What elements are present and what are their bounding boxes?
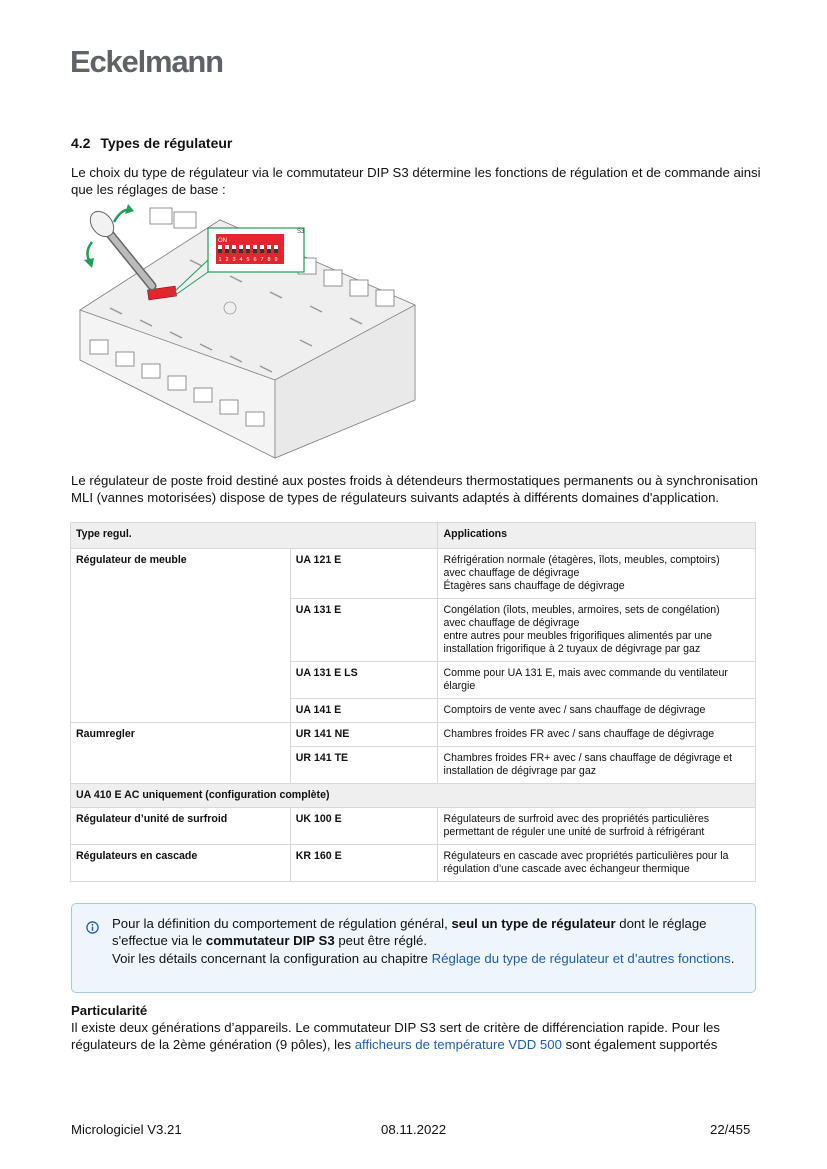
paragraph-text: Il existe deux générations d’appareils. Le commutateur DIP S3 sert de critère de différenciation rapide. Pour les régulateurs de la 2ème génération (9 pôles), les xyxy=(71,1020,720,1052)
app-line: Congélation (îlots, meubles, armoires, sets de congélation) xyxy=(443,604,720,616)
app-line: Comme pour UA 131 E, mais avec commande du ventilateur xyxy=(443,667,728,679)
footer-page-number: 22/455 xyxy=(710,1122,751,1137)
app-line: élargie xyxy=(443,680,476,692)
app-line: Chambres froides FR avec / sans chauffage de dégivrage xyxy=(443,728,715,740)
footer-firmware: Micrologiciel V3.21 xyxy=(71,1122,182,1137)
dip-number: 6 xyxy=(253,257,257,263)
table-header-row xyxy=(71,523,756,549)
type-code: UK 100 E xyxy=(290,808,438,845)
table-row xyxy=(71,549,756,599)
application-cell xyxy=(438,845,756,882)
app-line: régulation d’une cascade avec échangeur thermique xyxy=(443,863,690,875)
type-code: UA 121 E xyxy=(290,549,438,599)
app-line: Étagères sans chauffage de dégivrage xyxy=(443,580,625,592)
header-type: Type regul. xyxy=(71,523,438,549)
table-section-row xyxy=(71,784,756,808)
note-text-part: . xyxy=(730,950,735,966)
dip-number: 2 xyxy=(225,257,229,263)
intro-paragraph: Le choix du type de régulateur via le commutateur DIP S3 détermine les fonctions de régulation et de commande ainsi que les réglages de base : xyxy=(71,165,761,197)
vdd500-link[interactable]: afficheurs de température VDD 500 xyxy=(354,1037,562,1052)
paragraph-text: sont également supportés xyxy=(561,1037,718,1052)
header-applications: Applications xyxy=(438,523,756,549)
application-cell xyxy=(438,662,756,699)
note-text-part: peut être réglé. xyxy=(334,933,428,949)
app-line: entre autres pour meubles frigorifiques alimentés par une xyxy=(443,630,712,642)
controller-drawing xyxy=(70,200,420,460)
app-line: permettant de réguler une unité de surfroid à réfrigérant xyxy=(443,826,705,838)
dip-number: 3 xyxy=(232,257,236,263)
type-code: UA 131 E xyxy=(290,599,438,662)
type-code: UR 141 NE xyxy=(290,723,438,747)
section-title: Types de régulateur xyxy=(100,135,233,151)
particularite-paragraph xyxy=(71,1019,761,1053)
type-code: UA 141 E xyxy=(290,699,438,723)
dip-number: 9 xyxy=(274,257,278,263)
section-number: 4.2 xyxy=(71,135,91,151)
category-cell: Régulateur de meuble xyxy=(71,549,291,723)
note-text-part: dont le réglage xyxy=(615,916,707,931)
app-line: avec chauffage de dégivrage xyxy=(443,567,580,579)
app-line: Comptoirs de vente avec / sans chauffage de dégivrage xyxy=(443,704,706,716)
application-cell xyxy=(438,723,756,747)
type-code: UR 141 TE xyxy=(290,747,438,784)
category-cell: Raumregler xyxy=(71,723,291,784)
app-line: Régulateurs en cascade avec propriétés particulières pour la xyxy=(443,850,729,862)
info-note xyxy=(71,903,756,993)
table-row xyxy=(71,723,756,747)
footer-date: 08.11.2022 xyxy=(381,1122,447,1137)
category-cell: Régulateurs en cascade xyxy=(71,845,291,882)
info-icon xyxy=(86,921,99,934)
category-cell: Régulateur d’unité de surfroid xyxy=(71,808,291,845)
note-text-part: s'effectue via le xyxy=(112,933,206,949)
table-row xyxy=(71,845,756,882)
application-cell xyxy=(438,599,756,662)
controller-illustration xyxy=(70,200,420,460)
note-emphasis: commutateur DIP S3 xyxy=(205,933,335,949)
dip-switch-label: S3 xyxy=(297,229,305,235)
app-line: Réfrigération normale (étagères, îlots, meubles, comptoirs) xyxy=(443,554,720,566)
chapter-link[interactable]: Réglage du type de régulateur et d’autres fonctions xyxy=(431,950,731,966)
note-emphasis: seul un type de régulateur xyxy=(451,916,616,931)
note-text xyxy=(112,915,742,967)
dip-number: 4 xyxy=(239,257,243,263)
app-line: installation de dégivrage par gaz xyxy=(443,765,597,777)
type-code: UA 131 E LS xyxy=(290,662,438,699)
dip-number: 5 xyxy=(246,257,250,263)
app-line: Chambres froides FR+ avec / sans chauffage de dégivrage et xyxy=(443,752,733,764)
application-cell xyxy=(438,699,756,723)
application-cell xyxy=(438,549,756,599)
company-logo: Eckelmann xyxy=(70,44,223,79)
app-line: Régulateurs de surfroid avec des propriétés particulières xyxy=(443,813,710,825)
type-code: KR 160 E xyxy=(290,845,438,882)
application-cell xyxy=(438,747,756,784)
app-line: installation frigorifique à 2 tuyaux de dégivrage par gaz xyxy=(443,643,701,655)
screwdriver-icon xyxy=(86,207,152,286)
table-row xyxy=(71,808,756,845)
application-cell xyxy=(438,808,756,845)
app-line: avec chauffage de dégivrage xyxy=(443,617,580,629)
section-heading xyxy=(71,135,232,151)
description-paragraph: Le régulateur de poste froid destiné aux postes froids à détendeurs thermostatiques permanents ou à synchronisation MLI (vannes motorisées) dispose de types de régulateurs suivants adaptés à différents domaines d'application. xyxy=(71,473,758,505)
dip-number: 1 xyxy=(218,257,222,263)
note-text-part: Voir les détails concernant la configuration au chapitre xyxy=(112,950,432,966)
note-text-part: Pour la définition du comportement de régulation général, xyxy=(112,916,452,931)
section-row-label: UA 410 E AC uniquement (configuration complète) xyxy=(71,784,756,808)
dip-number: 7 xyxy=(260,257,264,263)
controller-types-table xyxy=(70,522,756,882)
particularite-title: Particularité xyxy=(71,1003,148,1018)
dip-number: 8 xyxy=(267,257,271,263)
dip-on-label: ON xyxy=(218,238,227,244)
